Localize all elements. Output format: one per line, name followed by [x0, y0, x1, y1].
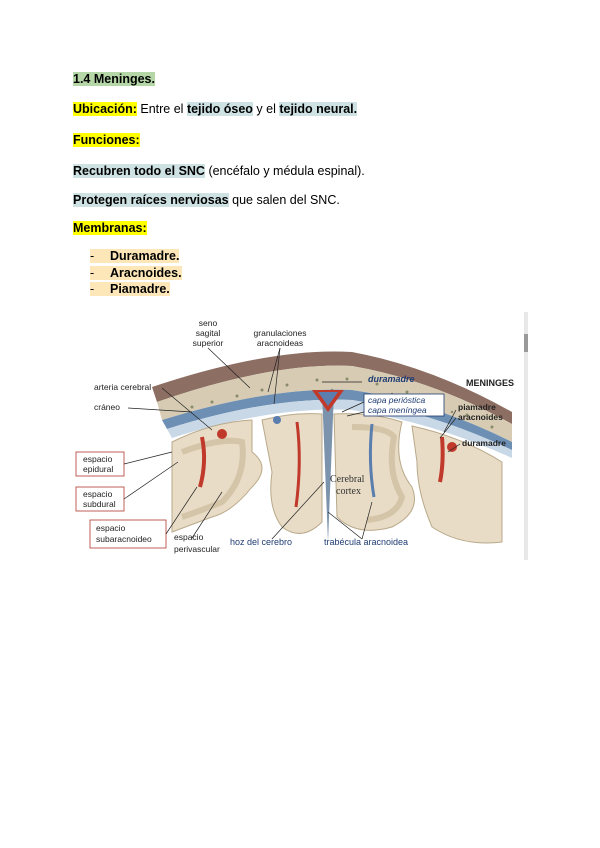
label-capa-meningea: capa meníngea	[368, 405, 427, 415]
label-seno-2: sagital	[195, 328, 221, 338]
membrana-aracnoides: Aracnoides.	[110, 265, 182, 280]
label-cortex-1: Cerebral	[330, 474, 365, 485]
section-title: 1.4 Meninges.	[73, 72, 155, 86]
list-item	[90, 281, 182, 298]
label-seno-1: seno	[198, 318, 218, 328]
tejido-neural: tejido neural.	[279, 102, 358, 116]
label-granulaciones-1: granulaciones	[253, 328, 307, 338]
funcion-2-rest: que salen del SNC.	[228, 193, 340, 207]
label-duramadre-title: duramadre	[368, 374, 415, 384]
list-dash: -	[90, 282, 110, 296]
label-subdural-2: subdural	[83, 499, 116, 509]
label-subaracnoideo-1: espacio	[96, 523, 126, 533]
label-cortex-2: cortex	[336, 486, 361, 497]
label-duramadre-right: duramadre	[462, 438, 506, 448]
ubicacion-label: Ubicación:	[73, 102, 137, 116]
membranas-heading	[73, 221, 147, 235]
label-capa-periostica: capa perióstica	[368, 395, 426, 405]
funciones-label: Funciones:	[73, 133, 140, 147]
membranas-list	[90, 248, 182, 298]
funcion-1-rest: (encéfalo y médula espinal).	[204, 164, 365, 178]
section-heading	[73, 72, 155, 86]
list-item	[90, 248, 182, 265]
funcion-2-bold: Protegen raíces nerviosas	[73, 193, 229, 207]
funciones-heading	[73, 133, 140, 147]
ubicacion-text-2: y el	[252, 102, 280, 116]
membrana-duramadre: Duramadre.	[110, 249, 180, 264]
list-dash: -	[90, 266, 110, 280]
ubicacion-line	[73, 102, 357, 116]
label-epidural-2: epidural	[83, 464, 114, 474]
label-aracnoides: aracnoides	[458, 412, 503, 422]
label-epidural-1: espacio	[83, 454, 113, 464]
label-trabecula: trabécula aracnoidea	[324, 537, 409, 547]
label-arteria-cerebral: arteria cerebral	[94, 382, 152, 392]
label-hoz-del-cerebro: hoz del cerebro	[230, 537, 293, 547]
label-perivascular-1: espacio	[174, 532, 204, 542]
label-meninges: MENINGES	[466, 378, 515, 388]
ubicacion-text-1: Entre el	[136, 102, 187, 116]
membrana-piamadre: Piamadre.	[110, 282, 170, 297]
label-seno-3: superior	[192, 338, 224, 348]
label-piamadre: piamadre	[458, 402, 496, 412]
label-perivascular-2: perivascular	[174, 544, 220, 554]
meninges-illustration	[72, 312, 528, 560]
label-subdural-1: espacio	[83, 489, 113, 499]
funcion-1	[73, 164, 365, 178]
label-subaracnoideo-2: subaracnoideo	[96, 534, 152, 544]
funcion-2	[73, 193, 340, 207]
membranas-label: Membranas:	[73, 221, 147, 235]
funcion-1-bold: Recubren todo el SNC	[73, 164, 205, 178]
label-granulaciones-2: aracnoideas	[256, 338, 304, 348]
list-dash: -	[90, 249, 110, 263]
tejido-oseo: tejido óseo	[186, 102, 253, 116]
list-item	[90, 265, 182, 282]
label-craneo: cráneo	[94, 402, 120, 412]
